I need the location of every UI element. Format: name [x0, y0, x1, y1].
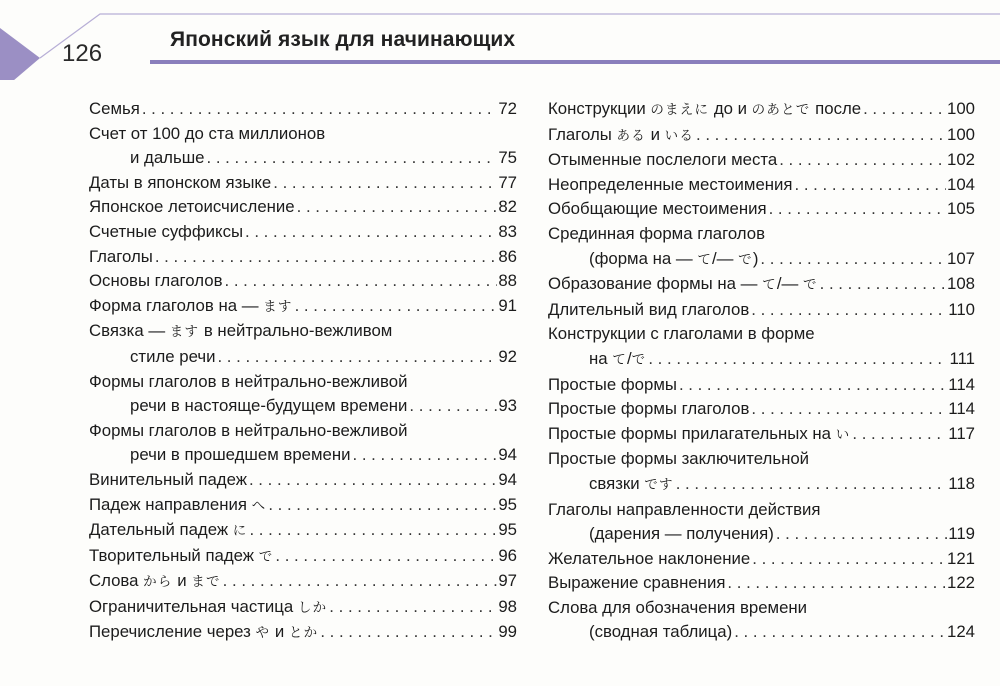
- toc-entry-title: Винительный падеж: [89, 469, 247, 489]
- toc-entry-title: Семья: [89, 99, 140, 118]
- dot-leader: [696, 123, 946, 148]
- toc-entry-row: [89, 394, 517, 419]
- toc-entry-title: (форма на — て/— で): [589, 248, 759, 268]
- toc-entry[interactable]: [89, 595, 517, 621]
- kana-text: のまえに: [650, 102, 710, 118]
- header-rule: [150, 60, 1000, 64]
- toc-entry[interactable]: [548, 498, 975, 547]
- toc-page-number: 86: [498, 246, 517, 266]
- toc-entry-title: Слова для обозначения времени: [548, 597, 808, 617]
- toc-entry[interactable]: [548, 148, 975, 173]
- toc-entry-row: [548, 347, 975, 373]
- toc-entry-title: Даты в японском языке: [89, 172, 272, 192]
- toc-entry-title: Связка — ます в нейтрально-вежливом: [89, 321, 393, 341]
- toc-page-number: 114: [948, 374, 975, 394]
- toc-entry-title: Дательный падеж に: [89, 520, 248, 540]
- toc-entry-row: [548, 247, 975, 273]
- toc-page-number: 99: [498, 622, 517, 642]
- toc-entry[interactable]: [89, 245, 517, 270]
- dot-leader: [776, 522, 947, 547]
- kana-text: しか: [297, 599, 328, 616]
- toc-entry-row: [548, 547, 975, 572]
- toc-entry-title: речи в прошедшем времени: [130, 445, 351, 465]
- dot-leader: [795, 173, 946, 198]
- dot-leader: [217, 345, 497, 370]
- dot-leader: [751, 397, 947, 422]
- toc-page-number: 111: [949, 348, 975, 368]
- toc-entry[interactable]: [548, 272, 975, 298]
- toc-entry[interactable]: [89, 294, 517, 320]
- dot-leader: [207, 146, 498, 171]
- kana-text: とか: [288, 625, 319, 642]
- toc-entry-title: Формы глаголов в нейтрально-вежливой: [89, 420, 408, 440]
- toc-page-number: 95: [498, 494, 517, 514]
- dot-leader: [752, 547, 946, 572]
- toc-entry-title: Японское летоисчисление: [89, 197, 295, 217]
- toc-entry[interactable]: [89, 195, 517, 220]
- toc-entry-row: [89, 195, 517, 220]
- toc-entry-title: Выражение сравнения: [548, 573, 726, 593]
- toc-page-number: 94: [498, 469, 517, 489]
- dot-leader: [734, 620, 946, 645]
- toc-entry-title: Счет от 100 до ста миллионов: [89, 123, 326, 143]
- toc-entry-row: [89, 518, 517, 544]
- toc-entry-row: [89, 97, 517, 122]
- kana-text: や: [255, 625, 271, 642]
- kana-text: で: [802, 277, 818, 294]
- dot-leader: [751, 298, 947, 323]
- toc-entry-title: Падеж направления へ: [89, 494, 267, 514]
- dot-leader: [769, 197, 946, 222]
- dot-leader: [863, 97, 946, 122]
- toc-entry[interactable]: [89, 569, 517, 595]
- toc-entry[interactable]: [548, 173, 975, 198]
- toc-entry[interactable]: [89, 220, 517, 245]
- dot-leader: [760, 247, 946, 272]
- toc-entry[interactable]: [89, 319, 517, 369]
- dot-leader: [820, 272, 946, 297]
- toc-entry[interactable]: [89, 544, 517, 570]
- toc-page-number: 117: [948, 423, 975, 443]
- toc-page-number: 104: [947, 174, 975, 194]
- kana-text: のあとで: [751, 102, 811, 118]
- toc-entry-row: [548, 148, 975, 173]
- kana-text: まで: [191, 574, 221, 591]
- toc-entry-title: (сводная таблица): [589, 622, 733, 642]
- dot-leader: [225, 269, 498, 294]
- toc-entry-row: [89, 146, 517, 171]
- toc-entry[interactable]: [89, 97, 517, 122]
- toc-page-number: 100: [947, 124, 975, 144]
- toc-entry-title: Длительный вид глаголов: [548, 299, 750, 319]
- kana-text: で: [738, 251, 753, 268]
- kana-text: いる: [664, 127, 695, 144]
- toc-entry[interactable]: [548, 422, 975, 448]
- toc-entry[interactable]: [89, 419, 517, 468]
- toc-page-number: 98: [498, 596, 517, 616]
- toc-entry-row: [89, 345, 517, 370]
- dot-leader: [223, 569, 498, 594]
- kana-text: て: [762, 277, 777, 294]
- kana-text: ある: [616, 127, 646, 144]
- toc-page-number: 105: [947, 199, 975, 219]
- kana-text: から: [143, 574, 173, 591]
- toc-entry-row: [548, 123, 975, 149]
- page-header: [0, 0, 1000, 80]
- toc-entry-row: [89, 443, 517, 468]
- dot-leader: [297, 195, 498, 220]
- toc-entry-title: Простые формы: [548, 374, 677, 394]
- toc-entry-row: [548, 620, 975, 645]
- toc-page-number: 110: [948, 299, 975, 319]
- toc-entry-title: на て/で: [589, 348, 647, 368]
- toc-entry-title: Неопределенные местоимения: [548, 174, 793, 194]
- toc-entry-row: [548, 522, 975, 547]
- toc-entry-row: [89, 171, 517, 196]
- toc-page-number: 75: [498, 148, 517, 168]
- toc-page-number: 114: [948, 399, 975, 419]
- toc-entry-row: [548, 97, 975, 123]
- toc-entry-row: [89, 595, 517, 621]
- toc-entry-title: Основы глаголов: [89, 271, 223, 291]
- dot-leader: [679, 373, 947, 398]
- toc-entry[interactable]: [548, 123, 975, 149]
- toc-column-right: [548, 97, 975, 645]
- toc-entry[interactable]: [548, 571, 975, 596]
- toc-entry[interactable]: [548, 322, 975, 372]
- kana-text: で: [631, 351, 647, 368]
- dot-leader: [779, 148, 946, 173]
- toc-page-number: 83: [498, 221, 517, 241]
- toc-entry-title: Простые формы глаголов: [548, 399, 750, 419]
- toc-entry[interactable]: [89, 370, 517, 419]
- toc-entry-title: Глаголы направленности действия: [548, 499, 821, 519]
- toc-page-number: 91: [498, 295, 517, 315]
- toc-entry-row: [89, 294, 517, 320]
- toc-entry-row: [89, 468, 517, 493]
- toc-entry[interactable]: [89, 122, 517, 171]
- kana-text: に: [232, 523, 248, 540]
- kana-text: ます: [169, 324, 200, 341]
- toc-entry-row: [548, 173, 975, 198]
- toc-entry-title: Желательное наклонение: [548, 548, 751, 568]
- toc-entry-title: Ограничительная частица しか: [89, 596, 328, 616]
- dot-leader: [676, 472, 948, 497]
- book-title: Японский язык для начинающих: [170, 28, 516, 51]
- toc-entry-row: [548, 422, 975, 448]
- toc-entry[interactable]: [89, 269, 517, 294]
- toc-entry-title: Конструкции のまえに до и のあとで после: [548, 99, 862, 118]
- toc-page-number: 96: [498, 545, 517, 565]
- toc-entry[interactable]: [89, 468, 517, 493]
- dot-leader: [727, 571, 946, 596]
- dot-leader: [249, 468, 497, 493]
- dot-leader: [245, 220, 497, 245]
- dot-leader: [275, 544, 497, 569]
- dot-leader: [273, 171, 497, 196]
- toc-column-left: [89, 97, 517, 646]
- toc-entry-row: [89, 220, 517, 245]
- dot-leader: [353, 443, 498, 468]
- toc-entry[interactable]: [548, 397, 975, 422]
- kana-text: い: [835, 426, 851, 443]
- corner-tab-shape: [0, 28, 40, 80]
- toc-entry-title: Отыменные послелоги места: [548, 150, 778, 170]
- toc-page-number: 107: [947, 248, 975, 268]
- toc-entry[interactable]: [548, 373, 975, 398]
- toc-page-number: 102: [947, 150, 975, 170]
- toc-entry[interactable]: [548, 222, 975, 272]
- toc-entry[interactable]: [89, 620, 517, 646]
- toc-entry-row: [548, 298, 975, 323]
- dot-leader: [155, 245, 497, 270]
- toc-entry-title: Перечисление через や и とか: [89, 622, 319, 642]
- toc-entry-title: Слова から и まで: [89, 571, 221, 591]
- toc-entry-row: [89, 544, 517, 570]
- toc-page-number: 122: [947, 573, 975, 593]
- toc-page-number: 77: [498, 172, 517, 192]
- toc-entry[interactable]: [548, 547, 975, 572]
- kana-text: へ: [251, 497, 267, 514]
- dot-leader: [320, 620, 497, 645]
- toc-page-number: 119: [948, 524, 975, 544]
- dot-leader: [852, 422, 947, 447]
- toc-entry-row: [89, 569, 517, 595]
- dot-leader: [295, 294, 498, 319]
- toc-entry-title: Простые формы прилагательных на い: [548, 423, 851, 443]
- dot-leader: [249, 518, 497, 543]
- toc-entry-title: Обобщающие местоимения: [548, 199, 767, 219]
- toc-entry[interactable]: [548, 197, 975, 222]
- kana-text: で: [258, 548, 274, 565]
- dot-leader: [329, 595, 497, 620]
- toc-entry-title: Срединная форма глаголов: [548, 223, 766, 243]
- toc-page-number: 72: [498, 99, 517, 118]
- dot-leader: [268, 493, 497, 518]
- toc-entry-row: [548, 272, 975, 298]
- toc-entry[interactable]: [89, 518, 517, 544]
- toc-entry-row: [548, 373, 975, 398]
- toc-page-number: 108: [947, 274, 975, 294]
- toc-entry-title: (дарения — получения): [589, 524, 774, 544]
- toc-page-number: 88: [498, 271, 517, 291]
- toc-entry-row: [548, 197, 975, 222]
- toc-entry-title: Конструкции с глаголами в форме: [548, 324, 815, 344]
- toc-page-number: 121: [947, 548, 975, 568]
- kana-text: て: [697, 251, 713, 268]
- toc-entry[interactable]: [548, 596, 975, 645]
- toc-entry-title: речи в настояще-будущем времени: [130, 396, 408, 416]
- toc-page-number: 95: [498, 520, 517, 540]
- toc-entry-row: [89, 493, 517, 519]
- dot-leader: [648, 347, 948, 372]
- toc-entry[interactable]: [548, 298, 975, 323]
- toc-entry[interactable]: [89, 171, 517, 196]
- toc-entry-title: связки です: [589, 473, 674, 493]
- toc-entry-title: Глаголы: [89, 246, 153, 266]
- toc-entry-row: [89, 269, 517, 294]
- toc-entry-title: стиле речи: [130, 346, 216, 366]
- toc-entry-row: [89, 245, 517, 270]
- dot-leader: [142, 97, 498, 122]
- toc-page-number: 100: [947, 99, 975, 118]
- toc-entry-title: Форма глаголов на — ます: [89, 295, 293, 315]
- toc-entry-row: [548, 397, 975, 422]
- toc-page-number: 118: [948, 473, 975, 493]
- toc-entry[interactable]: [89, 493, 517, 519]
- toc-entry-title: и дальше: [130, 148, 205, 168]
- toc-entry-title: Простые формы заключительной: [548, 449, 810, 469]
- toc-entry-title: Счетные суффиксы: [89, 221, 244, 241]
- kana-text: ます: [263, 298, 293, 315]
- toc-entry-row: [548, 472, 975, 498]
- toc-entry-title: Формы глаголов в нейтрально-вежливой: [89, 371, 408, 391]
- toc-page-number: 92: [498, 346, 517, 366]
- toc-entry-title: Глаголы ある и いる: [548, 124, 695, 144]
- toc-page-number: 97: [498, 571, 517, 591]
- toc-page-number: 94: [498, 445, 517, 465]
- dot-leader: [409, 394, 497, 419]
- toc-entry[interactable]: [548, 97, 975, 123]
- toc-page-number: 124: [947, 622, 975, 642]
- toc-entry-title: Образование формы на — て/— で: [548, 274, 818, 294]
- kana-text: です: [644, 476, 674, 493]
- toc-page-number: 93: [498, 396, 517, 416]
- kana-text: て: [612, 351, 627, 368]
- page-number: 126: [62, 40, 103, 67]
- toc-entry[interactable]: [548, 447, 975, 497]
- toc-page-number: 82: [498, 197, 517, 217]
- toc-entry-row: [89, 620, 517, 646]
- toc-entry-title: Творительный падеж で: [89, 545, 274, 565]
- toc-entry-row: [548, 571, 975, 596]
